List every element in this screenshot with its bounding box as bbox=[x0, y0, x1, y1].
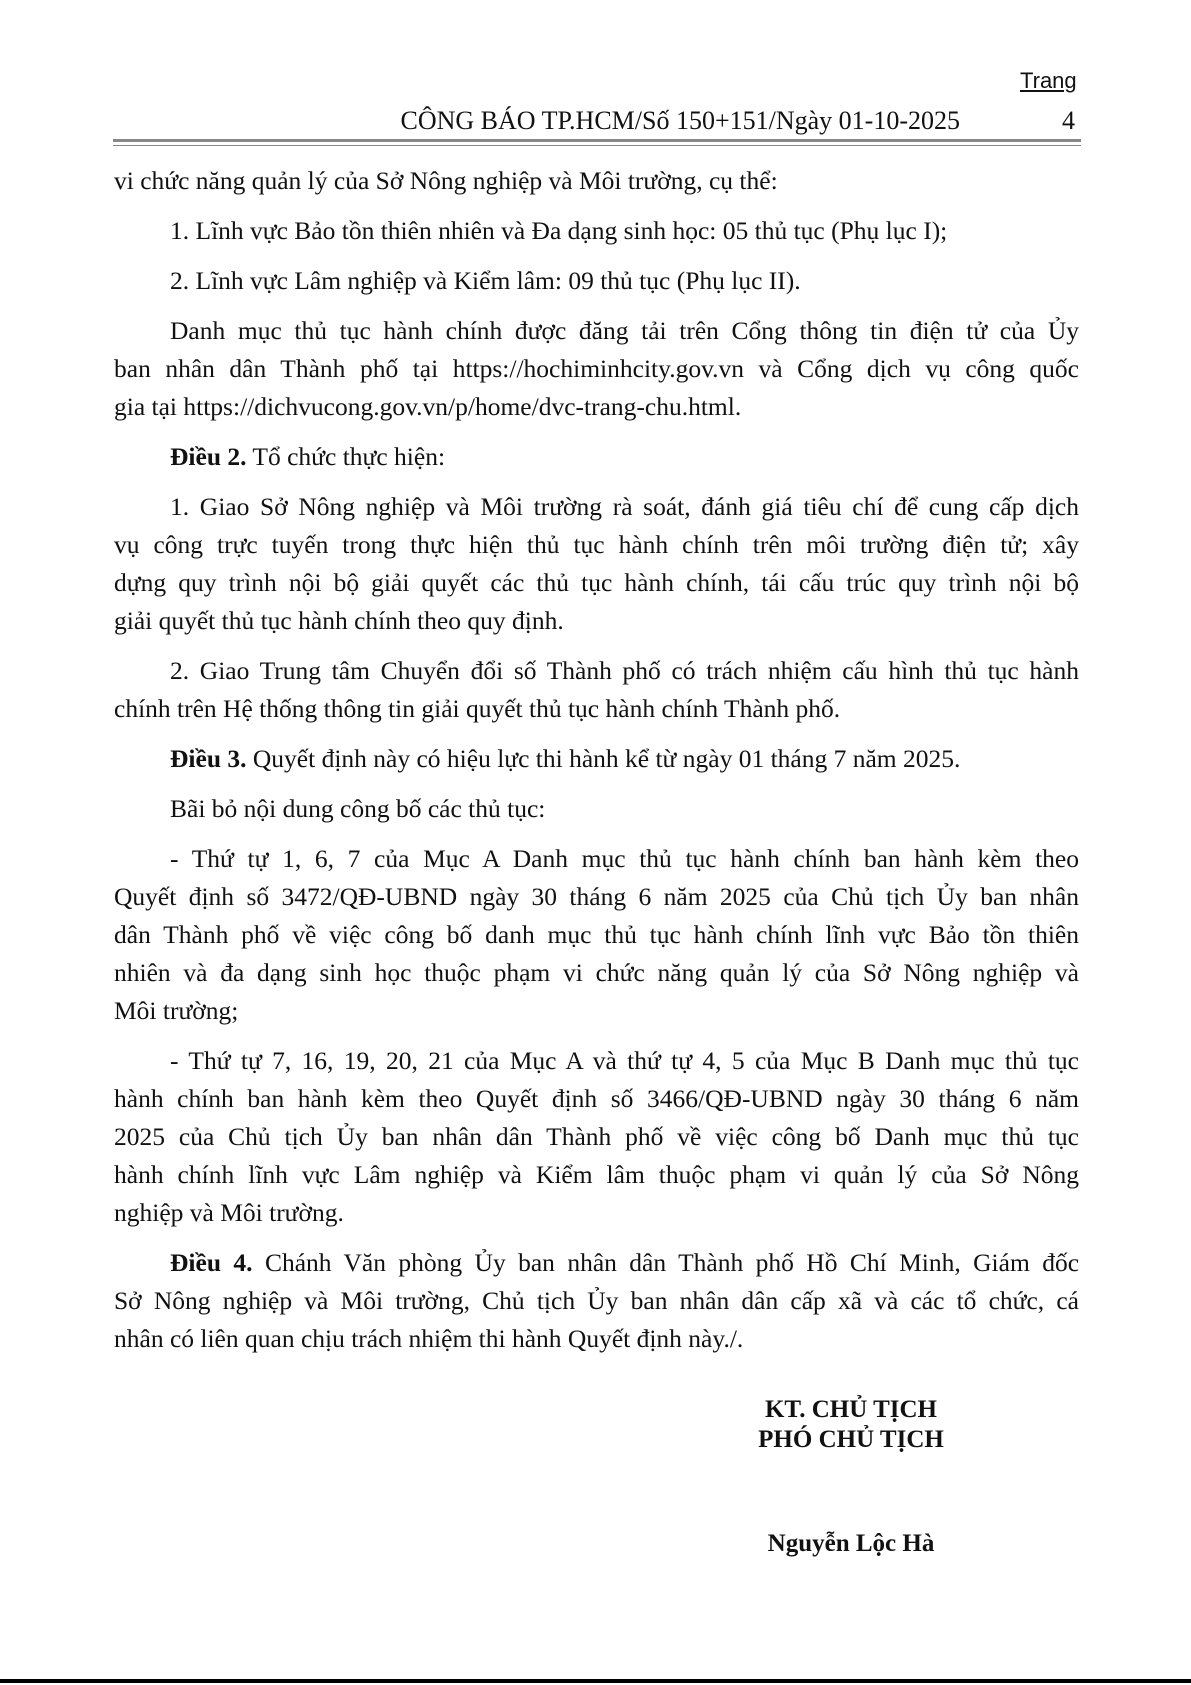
text-line bbox=[114, 992, 1079, 1030]
text-line bbox=[114, 652, 1079, 690]
paragraph bbox=[114, 790, 1079, 828]
text-line bbox=[114, 602, 1079, 640]
text-span: Chánh Văn phòng Ủy ban nhân dân Thành phố Hồ Chí Minh, Giám đốc bbox=[252, 1248, 1080, 1277]
text-span: hành chính ban hành kèm theo Quyết định số 3466/QĐ-UBND ngày 30 tháng 6 năm bbox=[114, 1084, 1079, 1113]
paragraph bbox=[114, 840, 1079, 1030]
text-line bbox=[114, 1042, 1079, 1080]
paragraph bbox=[114, 212, 1079, 250]
text-span: Danh mục thủ tục hành chính được đăng tải trên Cổng thông tin điện tử của Ủy bbox=[170, 316, 1079, 345]
signature-title-pho-chu-tich: PHÓ CHỦ TỊCH bbox=[758, 1426, 944, 1453]
paragraph bbox=[114, 1042, 1079, 1232]
text-span: chính trên Hệ thống thông tin giải quyết thủ tục hành chính Thành phố. bbox=[114, 694, 841, 723]
header-rule-thick bbox=[113, 139, 1081, 142]
paragraph bbox=[114, 740, 1079, 778]
paragraph bbox=[114, 438, 1079, 476]
text-span: vụ công trực tuyến trong thực hiện thủ tục hành chính trên môi trường điện tử; xây bbox=[114, 530, 1079, 559]
text-span: nhân có liên quan chịu trách nhiệm thi hành Quyết định này./. bbox=[114, 1324, 744, 1353]
page-bottom-border bbox=[0, 1679, 1191, 1683]
text-line bbox=[114, 1156, 1079, 1194]
signature-title-kt: KT. CHỦ TỊCH bbox=[764, 1396, 938, 1423]
text-line bbox=[114, 690, 1079, 728]
article-heading: Điều 4. bbox=[170, 1248, 253, 1277]
text-line bbox=[114, 488, 1079, 526]
text-line bbox=[114, 1080, 1079, 1118]
text-line bbox=[114, 212, 1079, 250]
text-span: - Thứ tự 7, 16, 19, 20, 21 của Mục A và thứ tự 4, 5 của Mục B Danh mục thủ tục bbox=[170, 1046, 1079, 1075]
text-line bbox=[114, 916, 1079, 954]
text-span: ban nhân dân Thành phố tại https://hochiminhcity.gov.vn và Cổng dịch vụ công quốc bbox=[114, 354, 1079, 383]
text-span: giải quyết thủ tục hành chính theo quy định. bbox=[114, 606, 564, 635]
article-heading: Điều 2. bbox=[170, 442, 247, 471]
signer-name: Nguyễn Lộc Hà bbox=[767, 1530, 935, 1557]
text-span: Quyết định số 3472/QĐ-UBND ngày 30 tháng 6 năm 2025 của Chủ tịch Ủy ban nhân bbox=[114, 882, 1079, 911]
text-line bbox=[114, 388, 1079, 426]
text-span: 2025 của Chủ tịch Ủy ban nhân dân Thành phố về việc công bố Danh mục thủ tục bbox=[114, 1122, 1079, 1151]
text-line bbox=[114, 878, 1079, 916]
paragraph bbox=[114, 1244, 1079, 1358]
text-line bbox=[114, 438, 1079, 476]
text-span: 1. Giao Sở Nông nghiệp và Môi trường rà soát, đánh giá tiêu chí để cung cấp dịch bbox=[170, 492, 1079, 521]
text-span: Quyết định này có hiệu lực thi hành kể từ ngày 01 tháng 7 năm 2025. bbox=[246, 744, 961, 773]
text-span: Bãi bỏ nội dung công bố các thủ tục: bbox=[170, 794, 546, 823]
text-line bbox=[114, 954, 1079, 992]
paragraph bbox=[114, 312, 1079, 426]
text-span: dựng quy trình nội bộ giải quyết các thủ tục hành chính, tái cấu trúc quy trình nội bộ bbox=[114, 568, 1079, 597]
text-span: dân Thành phố về việc công bố danh mục thủ tục hành chính lĩnh vực Bảo tồn thiên bbox=[114, 920, 1079, 949]
text-line bbox=[114, 1194, 1079, 1232]
text-span: nghiệp và Môi trường. bbox=[114, 1198, 344, 1227]
document-body bbox=[114, 162, 1079, 1358]
article-heading: Điều 3. bbox=[170, 744, 247, 773]
text-span: vi chức năng quản lý của Sở Nông nghiệp và Môi trường, cụ thể: bbox=[114, 166, 778, 195]
text-line bbox=[114, 790, 1079, 828]
text-span: Sở Nông nghiệp và Môi trường, Chủ tịch Ủy ban nhân dân cấp xã và các tổ chức, cá bbox=[114, 1286, 1079, 1315]
text-line bbox=[114, 1282, 1079, 1320]
text-line bbox=[114, 1244, 1079, 1282]
text-line bbox=[114, 564, 1079, 602]
gazette-header-title: CÔNG BÁO TP.HCM/Số 150+151/Ngày 01-10-2025 bbox=[400, 106, 960, 135]
text-span: 2. Giao Trung tâm Chuyển đổi số Thành phố có trách nhiệm cấu hình thủ tục hành bbox=[170, 656, 1079, 685]
text-line bbox=[114, 312, 1079, 350]
text-span: gia tại https://dichvucong.gov.vn/p/home/dvc-trang-chu.html. bbox=[114, 392, 742, 421]
paragraph bbox=[114, 162, 1079, 200]
text-span: hành chính lĩnh vực Lâm nghiệp và Kiểm lâm thuộc phạm vi quản lý của Sở Nông bbox=[114, 1160, 1079, 1189]
page-number: 4 bbox=[1062, 106, 1075, 135]
text-line bbox=[114, 526, 1079, 564]
text-line bbox=[114, 1320, 1079, 1358]
paragraph bbox=[114, 262, 1079, 300]
trang-label: Trang bbox=[1020, 68, 1077, 93]
text-line bbox=[114, 162, 1079, 200]
text-line bbox=[114, 262, 1079, 300]
header-rule-thin bbox=[113, 145, 1081, 146]
text-line bbox=[114, 1118, 1079, 1156]
text-span: - Thứ tự 1, 6, 7 của Mục A Danh mục thủ tục hành chính ban hành kèm theo bbox=[170, 844, 1079, 873]
text-span: nhiên và đa dạng sinh học thuộc phạm vi chức năng quản lý của Sở Nông nghiệp và bbox=[114, 958, 1079, 987]
paragraph bbox=[114, 652, 1079, 728]
text-span: 2. Lĩnh vực Lâm nghiệp và Kiểm lâm: 09 thủ tục (Phụ lục II). bbox=[170, 266, 801, 295]
text-span: 1. Lĩnh vực Bảo tồn thiên nhiên và Đa dạng sinh học: 05 thủ tục (Phụ lục I); bbox=[170, 216, 948, 245]
text-span: Môi trường; bbox=[114, 996, 239, 1025]
paragraph bbox=[114, 488, 1079, 640]
text-line bbox=[114, 840, 1079, 878]
text-line bbox=[114, 350, 1079, 388]
text-line bbox=[114, 740, 1079, 778]
text-span: Tổ chức thực hiện: bbox=[246, 442, 446, 471]
